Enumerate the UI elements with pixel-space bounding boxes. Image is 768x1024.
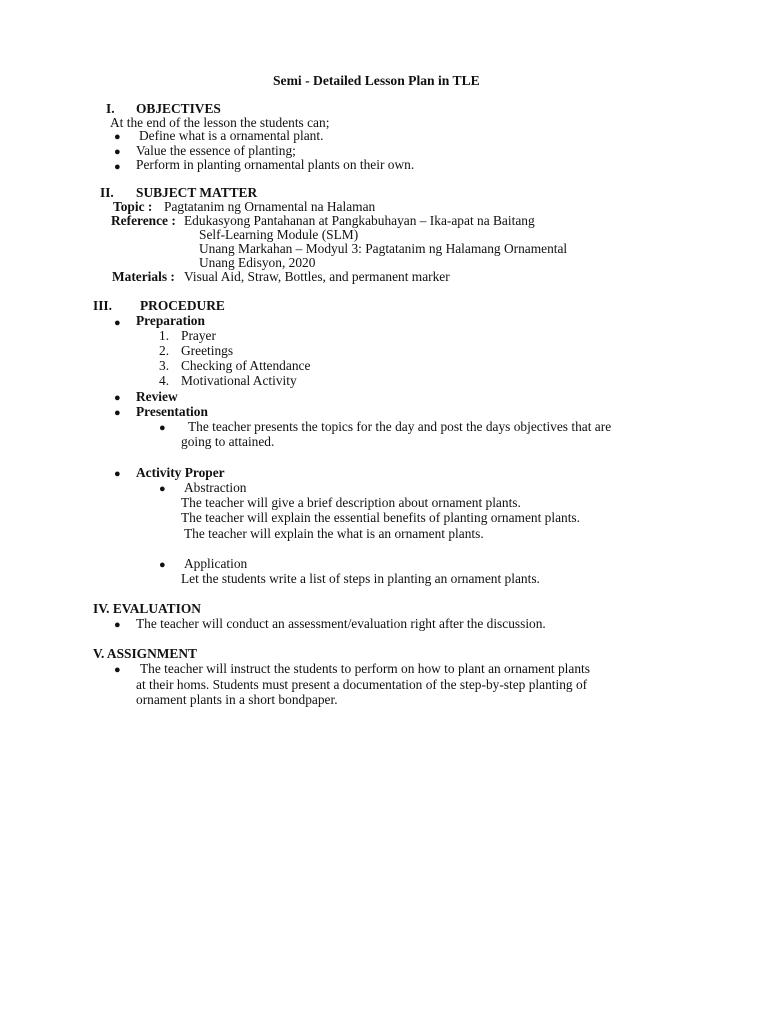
reference-line: Unang Markahan – Modyul 3: Pagtatanim ng Halamang Ornamental (199, 241, 568, 256)
preparation-heading: Preparation (136, 313, 205, 328)
bullet-icon: ● (114, 392, 121, 404)
bullet-icon: ● (114, 317, 121, 329)
abstraction-line: The teacher will explain the essential benefits of planting ornament plants. (181, 510, 580, 525)
bullet-icon: ● (114, 161, 121, 173)
bullet-icon: ● (114, 146, 121, 158)
section-numeral-subject-matter: II. (100, 185, 114, 200)
objective-item: Perform in planting ornamental plants on their own. (136, 157, 415, 172)
objective-item: Define what is a ornamental plant. (139, 128, 324, 143)
bullet-icon: ● (114, 468, 121, 480)
assignment-line: ornament plants in a short bondpaper. (136, 692, 338, 707)
step-number: 1. (159, 328, 170, 343)
reference-line: Unang Edisyon, 2020 (199, 255, 316, 270)
section-heading-objectives: OBJECTIVES (136, 101, 221, 116)
section-heading-procedure: PROCEDURE (140, 298, 225, 313)
bullet-icon: ● (114, 131, 121, 143)
preparation-step: Motivational Activity (181, 373, 297, 388)
preparation-step: Checking of Attendance (181, 358, 311, 373)
activity-proper-heading: Activity Proper (136, 465, 225, 480)
abstraction-line: The teacher will explain the what is an ornament plants. (184, 526, 484, 541)
section-numeral-procedure: III. (93, 298, 112, 313)
section-numeral-objectives: I. (106, 101, 115, 116)
presentation-heading: Presentation (136, 404, 208, 419)
assignment-line: at their homs. Students must present a documentation of the step-by-step planting of (136, 677, 588, 692)
reference-line: Edukasyong Pantahanan at Pangkabuhayan – Ika-apat na Baitang (184, 213, 535, 228)
reference-label: Reference : (111, 213, 176, 228)
section-heading-subject-matter: SUBJECT MATTER (136, 185, 258, 200)
step-number: 2. (159, 343, 170, 358)
abstraction-label: Abstraction (184, 480, 247, 495)
section-heading-assignment: V. ASSIGNMENT (93, 646, 197, 661)
step-number: 4. (159, 373, 170, 388)
bullet-icon: ● (114, 407, 121, 419)
preparation-step: Prayer (181, 328, 216, 343)
evaluation-text: The teacher will conduct an assessment/evaluation right after the discussion. (136, 616, 546, 631)
preparation-step: Greetings (181, 343, 234, 358)
objective-item: Value the essence of planting; (136, 143, 296, 158)
reference-line: Self-Learning Module (SLM) (199, 227, 359, 242)
bullet-icon: ● (114, 619, 121, 631)
review-heading: Review (136, 389, 178, 404)
materials-value: Visual Aid, Straw, Bottles, and permanent marker (184, 269, 450, 284)
document-title: Semi - Detailed Lesson Plan in TLE (273, 73, 480, 88)
abstraction-line: The teacher will give a brief description about ornament plants. (181, 495, 521, 510)
bullet-icon: ● (159, 422, 166, 434)
bullet-icon: ● (159, 559, 166, 571)
application-label: Application (184, 556, 248, 571)
assignment-line: The teacher will instruct the students to perform on how to plant an ornament plants (140, 661, 590, 676)
presentation-line: going to attained. (181, 434, 275, 449)
objectives-intro: At the end of the lesson the students can; (110, 115, 330, 130)
application-line: Let the students write a list of steps in planting an ornament plants. (181, 571, 540, 586)
section-heading-evaluation: IV. EVALUATION (93, 601, 201, 616)
topic-label: Topic : (113, 199, 153, 214)
topic-value: Pagtatanim ng Ornamental na Halaman (164, 199, 376, 214)
presentation-line: The teacher presents the topics for the day and post the days objectives that are (188, 419, 612, 434)
step-number: 3. (159, 358, 170, 373)
bullet-icon: ● (159, 483, 166, 495)
bullet-icon: ● (114, 664, 121, 676)
materials-label: Materials : (112, 269, 175, 284)
